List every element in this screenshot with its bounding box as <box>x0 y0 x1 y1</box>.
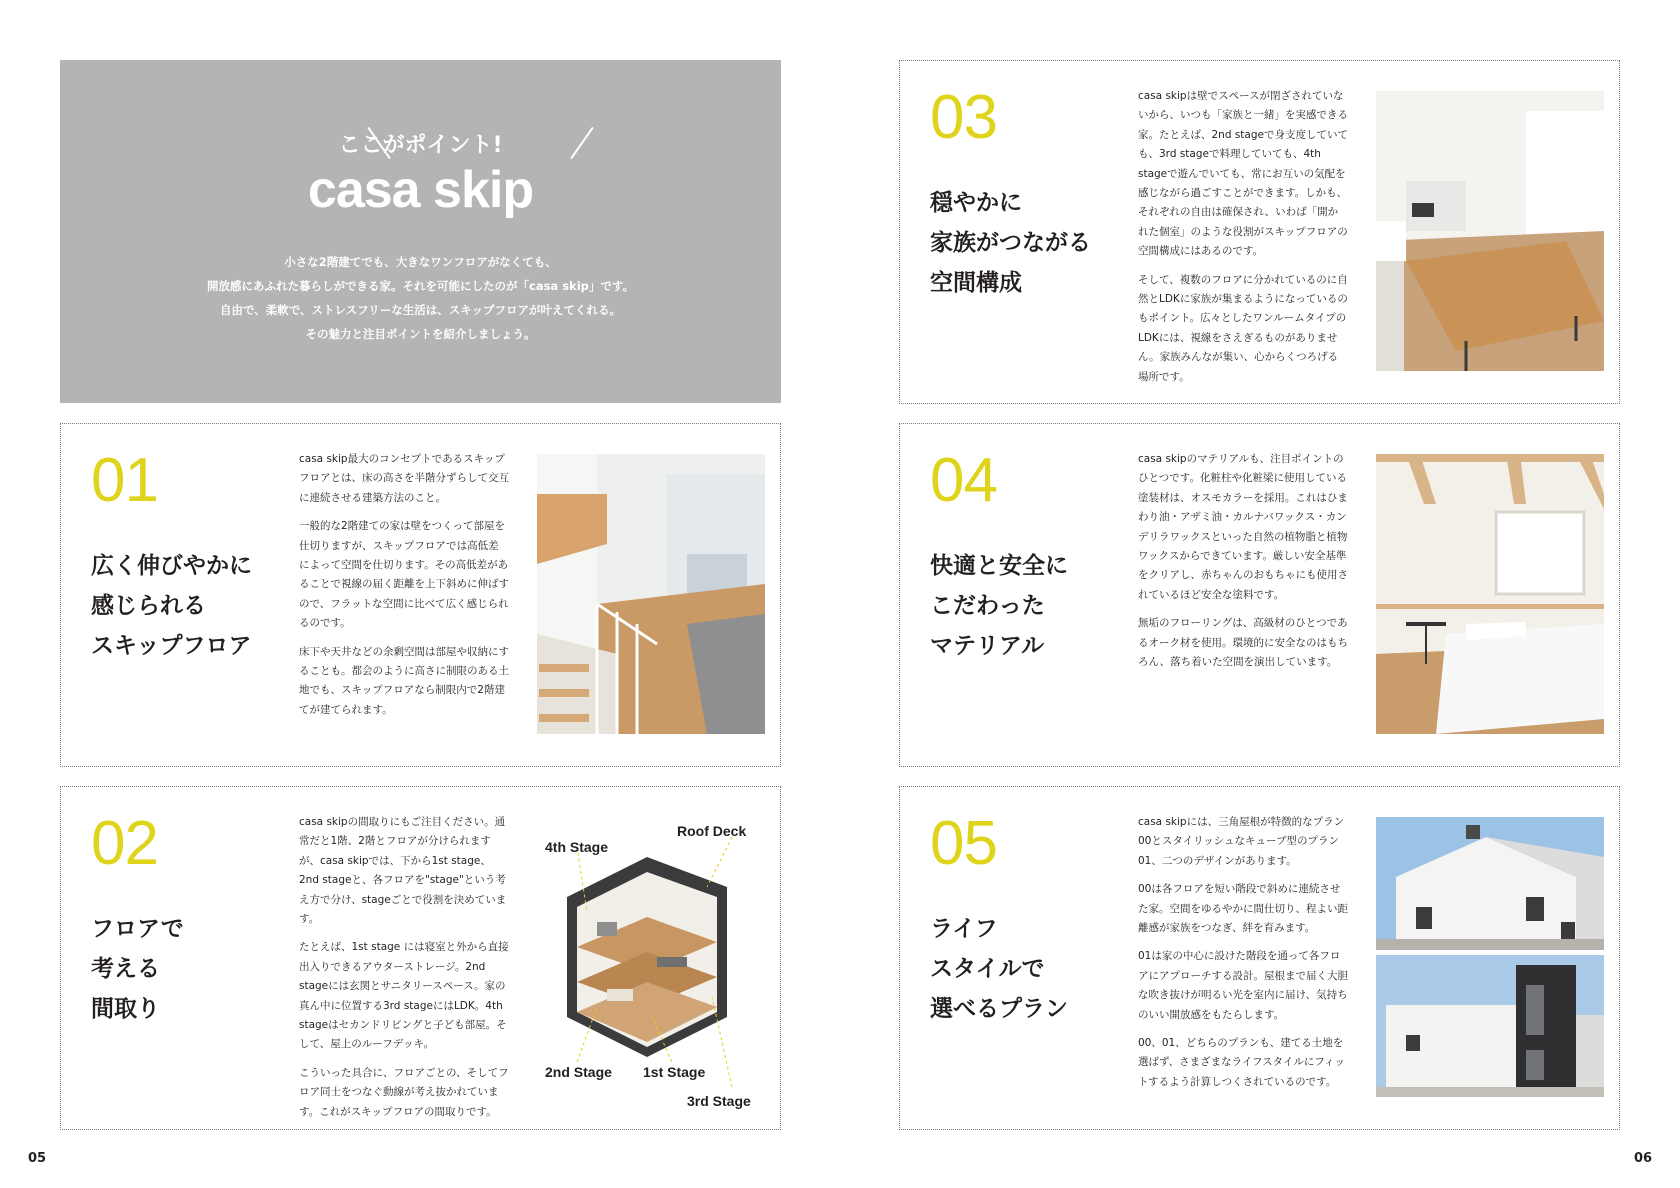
card-heading-line: 感じられる <box>91 593 206 619</box>
card-paragraph: 01は家の中心に設けた階段を通って各フロアにアプローチする設計。屋根まで届く大胆な吹き抜けが明るい光を室内に届け、気持ちのいい開放感をもたらします。 <box>1138 950 1348 1021</box>
label-roof-deck: Roof Deck <box>677 823 747 839</box>
hero-lead-line: 自由で、柔軟で、ストレスフリーな生活は、スキップフロアが叶えてくれる。 <box>219 303 621 317</box>
card-heading-line: スタイルで <box>930 956 1045 982</box>
card-body <box>299 450 509 729</box>
label-3rd-stage: 3rd Stage <box>687 1093 751 1109</box>
card-heading-line: ライフ <box>930 916 998 942</box>
card-heading-line: 広く伸びやかに <box>91 553 252 579</box>
interior-photo-stairs <box>537 454 765 734</box>
card-paragraph: 無垢のフローリングは、高級材のひとつであるオーク材を使用。環境的に安全なのはもちろん、落ち着いた空間を演出しています。 <box>1138 617 1348 669</box>
card-heading <box>91 909 184 1029</box>
card-number: 02 <box>91 809 158 878</box>
hero-title: casa skip <box>307 161 534 219</box>
page-number-right: 06 <box>1634 1151 1653 1166</box>
card-heading-line: こだわった <box>930 593 1045 619</box>
card-number: 01 <box>91 446 158 515</box>
card-body <box>1138 87 1348 396</box>
card-heading-line: 穏やかに <box>930 190 1022 216</box>
card-number: 04 <box>930 446 997 515</box>
card-paragraph: casa skipは壁でスペースが閉ざされていないから、いつも「家族と一緒」を実感できる家。たとえば、2nd stageで身支度していても、3rd stageで料理していても、4th stageで遊んでいても、常にお互いの気配を感じながら過ごすことができます。しかも、それぞれの自由は確保され、いわば「開かれた個室」のような役割がスキップフロアの空間構成にはあるのです。 <box>1138 90 1348 258</box>
hero-lead <box>60 250 781 346</box>
card-paragraph: 一般的な2階建ての家は壁をつくって部屋を仕切りますが、スキップフロアでは高低差によって空間を仕切ります。その高低差があることで視線の届く距離を上下斜めに伸ばすので、フラットな空間に比べて広く感じられるのです。 <box>299 520 509 630</box>
card-paragraph: casa skip最大のコンセプトであるスキップフロアとは、床の高さを半階分ずらして交互に連続させる建築方法のこと。 <box>299 453 509 504</box>
card-heading-line: フロアで <box>91 916 184 942</box>
label-1st-stage: 1st Stage <box>643 1064 706 1080</box>
interior-photo-ldk <box>1376 91 1604 371</box>
hero-panel <box>60 60 781 403</box>
card-heading-line: マテリアル <box>930 633 1045 659</box>
card-number: 05 <box>930 809 997 878</box>
house-cross-section-diagram <box>537 817 773 1107</box>
point-card-03 <box>899 60 1620 404</box>
card-body <box>299 813 509 1131</box>
card-paragraph: casa skipには、三角屋根が特徴的なプラン00とスタイリッシュなキューブ型のプラン01、二つのデザインがあります。 <box>1138 816 1345 867</box>
card-paragraph: たとえば、1st stage には寝室と外から直接出入りできるアウターストレージ。2nd stageには玄関とサニタリースペース。家の真ん中に位置する3rd stageにはLDK。4th stageはセカンドリビングと子ども部屋。そして、屋上のルーフデッキ。 <box>299 941 509 1051</box>
point-card-01 <box>60 423 781 767</box>
card-heading <box>91 546 252 666</box>
hero-lead-line: その魅力と注目ポイントを紹介しましょう。 <box>305 327 536 341</box>
card-heading <box>930 183 1091 303</box>
card-paragraph: そして、複数のフロアに分かれているのに自然とLDKに家族が集まるようになっているのもポイント。広々としたワンルームタイプの LDKには、視線をさえぎるものがありません。家族みんなが集い、心からくつろげる場所です。 <box>1138 273 1348 383</box>
card-heading-line: 空間構成 <box>930 270 1022 296</box>
card-heading <box>930 909 1068 1029</box>
label-2nd-stage: 2nd Stage <box>545 1064 612 1080</box>
bedroom-photo <box>1376 454 1604 734</box>
label-4th-stage: 4th Stage <box>545 839 609 855</box>
card-heading-line: スキップフロア <box>91 633 252 659</box>
card-heading-line: 家族がつながる <box>930 230 1091 256</box>
card-paragraph: 00、01、どちらのプランも、建てる土地を選ばず、さまざまなライフスタイルにフィットするよう計算しつくされているのです。 <box>1138 1037 1346 1088</box>
point-card-02 <box>60 786 781 1130</box>
card-paragraph: casa skipの間取りにもご注目ください。通常だと1階、2階とフロアが分けられますが、casa skipでは、下から1st stage、2nd stageと、各フロアを"stage"という考え方で分け、stageごとで役割を決めています。 <box>299 816 507 926</box>
card-number: 03 <box>930 83 997 152</box>
card-paragraph: 00は各フロアを短い階段で斜めに連続させた家。空間をゆるやかに間仕切り、程よい距離感が家族をつなぎ、絆を育みます。 <box>1138 883 1348 935</box>
card-heading-line: 間取り <box>91 996 160 1022</box>
page-number-left: 05 <box>28 1151 47 1166</box>
point-card-05 <box>899 786 1620 1130</box>
card-heading-line: 考える <box>91 956 160 982</box>
hero-kicker: ここがポイント! <box>338 133 503 158</box>
card-heading <box>930 546 1068 666</box>
hero-lead-line: 小さな2階建てでも、大きなワンフロアがなくても、 <box>284 255 557 269</box>
card-paragraph: こういった具合に、フロアごとの、そしてフロア同士をつなぐ動線が考え抜かれています。これがスキップフロアの間取りです。 <box>299 1066 509 1118</box>
card-body <box>1138 813 1348 1101</box>
card-heading-line: 選べるプラン <box>930 996 1068 1022</box>
hero-lead-line: 開放感にあふれた暮らしができる家。それを可能にしたのが「casa skip」です。 <box>207 279 634 293</box>
card-paragraph: casa skipのマテリアルも、注目ポイントのひとつです。化粧柱や化粧梁に使用している塗装材は、オスモカラーを採用。これはひまわり油・アザミ油・カルナバワックス・カンデリラワックスといった自然の植物脂と植物ワックスからできています。厳しい安全基準をクリアし、赤ちゃんのおもちゃにも使用されているほど安全な塗料です。 <box>1138 453 1348 601</box>
house-photo-plan-01 <box>1376 955 1604 1097</box>
card-paragraph: 床下や天井などの余剰空間は部屋や収納にすることも。都会のように高さに制限のある土地でも、スキップフロアなら制限内で2階建てが建てられます。 <box>299 645 509 716</box>
card-heading-line: 快適と安全に <box>930 553 1068 579</box>
card-body <box>1138 450 1348 681</box>
house-photo-plan-00 <box>1376 817 1604 950</box>
point-card-04 <box>899 423 1620 767</box>
